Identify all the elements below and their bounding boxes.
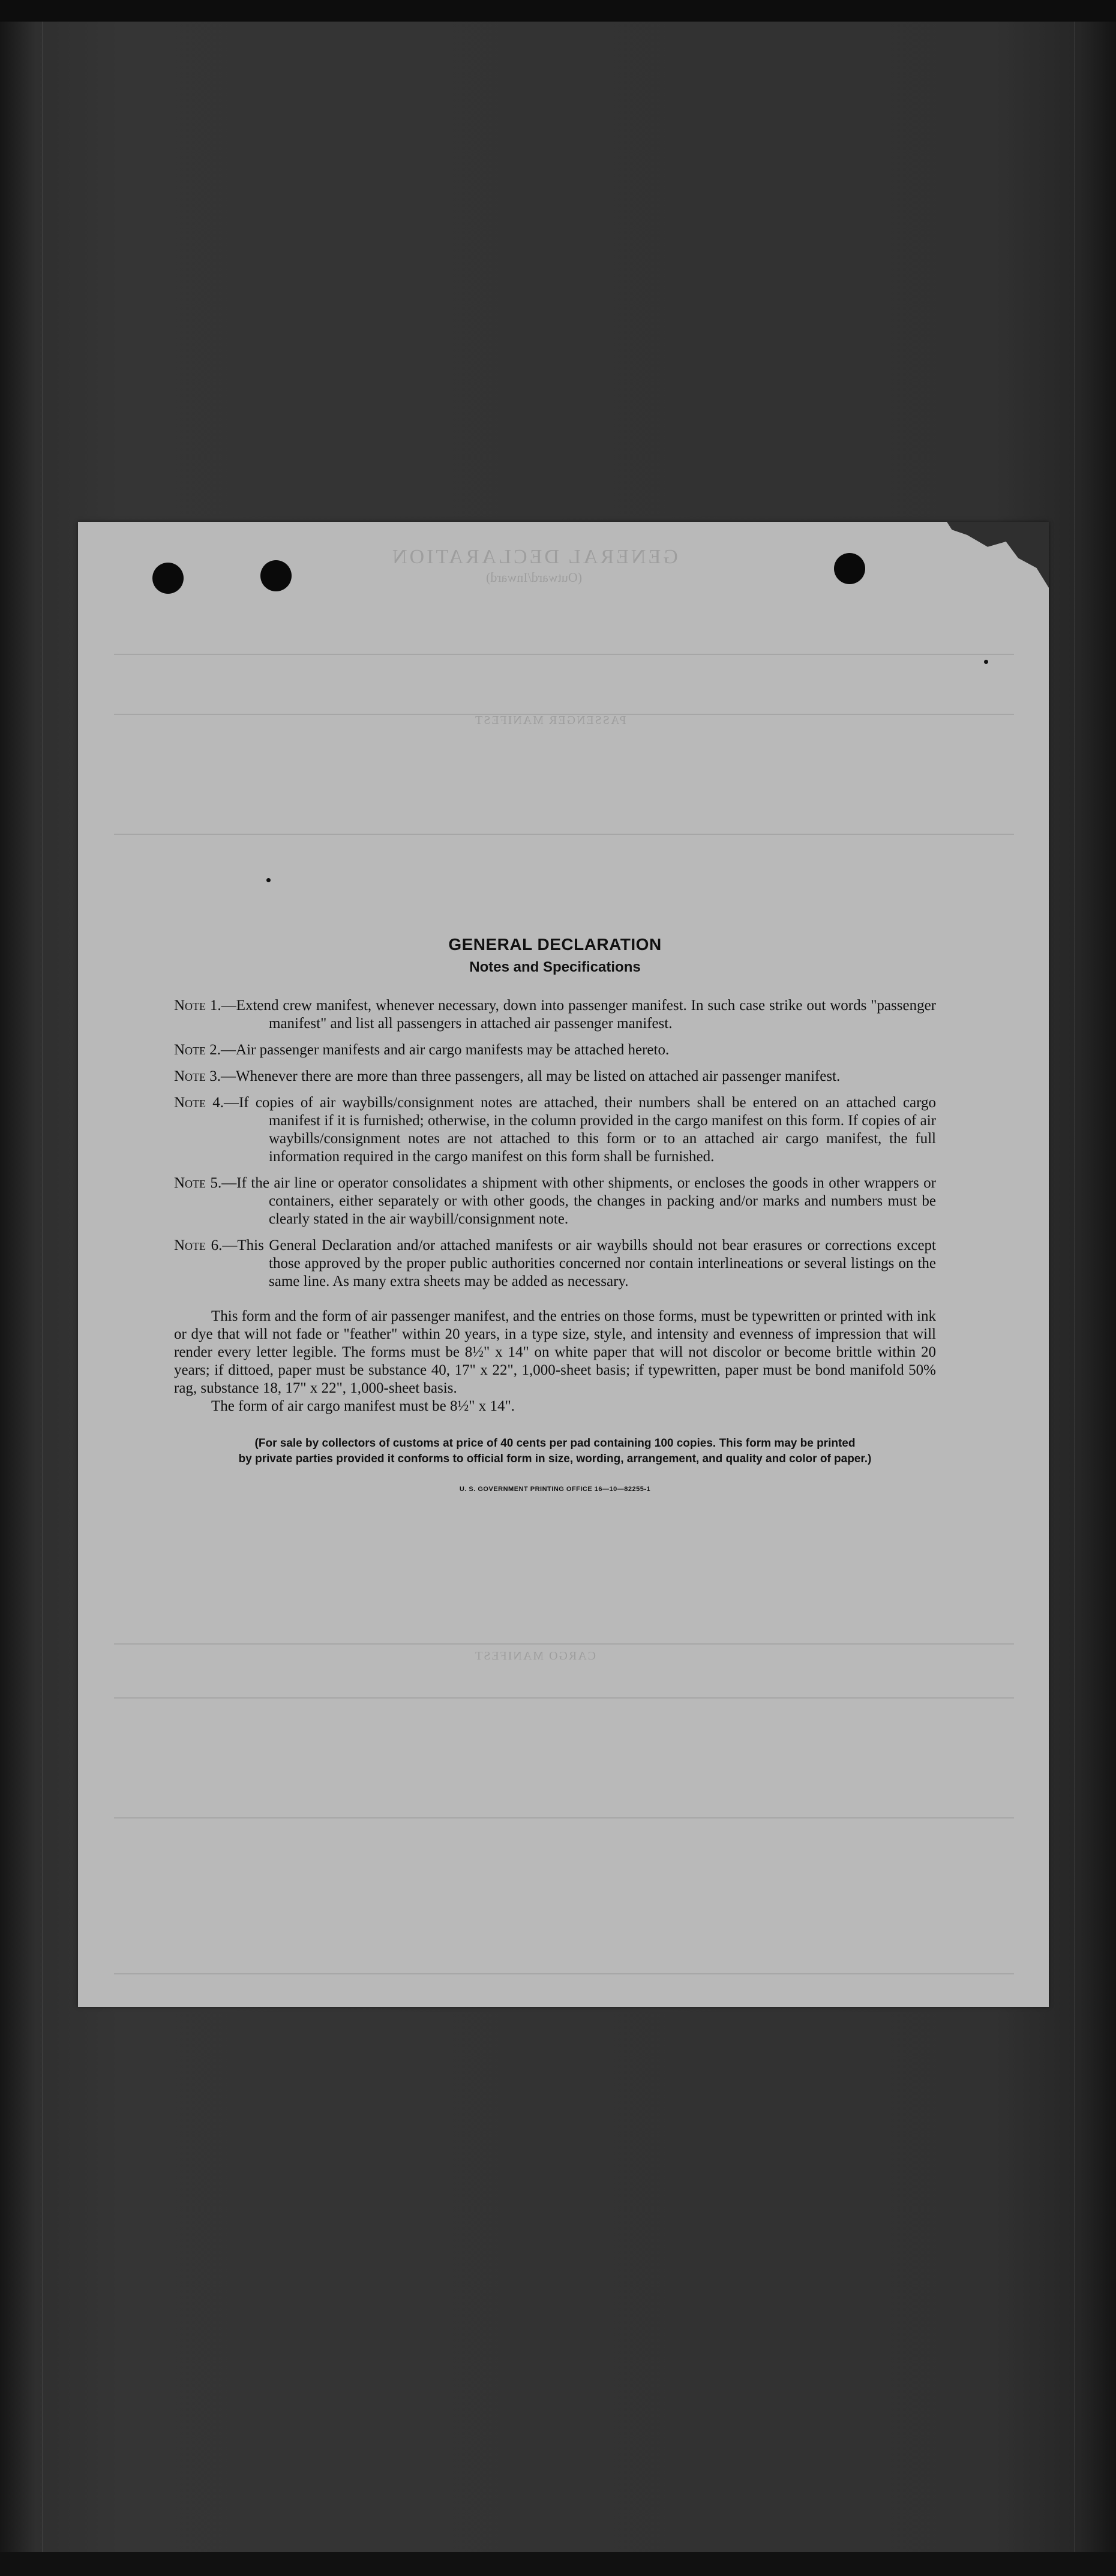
- scan-top-edge: [0, 0, 1116, 22]
- ink-speck: [984, 660, 988, 664]
- sale-notice-line: by private parties provided it conforms to official form in size, wording, arrangement, and quality and color of paper.): [238, 1453, 872, 1465]
- note-text: —Extend crew manifest, whenever necessary, down into passenger manifest. In such case strike out words "passenger manifest" and list all passengers in attached air passenger manifest.: [221, 997, 937, 1032]
- note-label: Note 2.: [174, 1042, 221, 1058]
- bleed-through-header: GENERAL DECLARATION: [390, 546, 678, 568]
- bleed-rule: [114, 1643, 1014, 1645]
- note-label: Note 6.: [174, 1237, 223, 1254]
- ink-speck: [266, 878, 271, 882]
- bleed-rule: [114, 654, 1014, 655]
- note-5: [174, 1174, 936, 1228]
- paper-specification-paragraph: This form and the form of air passenger manifest, and the entries on those forms, must be typewritten or printed with ink or dye that will not fade or "feather" within 20 years, in a type size, style, and intensity and evenness of impression that will render every letter legible. The forms must be 8½" x 14" on white paper that will not discolor or become brittle within 20 years; if dittoed, paper must be substance 40, 17" x 22", 1,000-sheet basis; if typewritten, paper must be bond manifold 50% rag, substance 18, 17" x 22", 1,000-sheet basis.: [174, 1308, 936, 1396]
- note-text: —If copies of air waybills/consignment notes are attached, their numbers shall be entered on an attached cargo manifest if it is furnished; otherwise, in the column provided in the cargo manifest on this form. If copies of air waybills/consignment notes are not attached to this form or to an attached air cargo manifest, the full information required in the cargo manifest on this form shall be furnished.: [223, 1095, 937, 1165]
- note-label: Note 1.: [174, 997, 221, 1014]
- note-6: [174, 1237, 936, 1291]
- bleed-rule: [114, 1973, 1014, 1974]
- page-title: GENERAL DECLARATION: [448, 935, 662, 954]
- note-label: Note 4.: [174, 1095, 224, 1111]
- punch-hole: [260, 560, 292, 591]
- note-3: [174, 1068, 936, 1086]
- note-1: [174, 997, 936, 1033]
- note-label: Note 5.: [174, 1175, 222, 1191]
- printing-office-imprint: U. S. GOVERNMENT PRINTING OFFICE 16—10—82255-1: [459, 1486, 651, 1493]
- note-text: —This General Declaration and/or attached manifests or air waybills should not bear erasures or corrections except those approved by the proper public authorities concerned nor contain interlineations or several listings on the same line. As many extra sheets may be added as necessary.: [222, 1237, 936, 1289]
- sale-notice: [174, 1436, 936, 1467]
- punch-hole: [152, 563, 184, 594]
- bleed-rule: [114, 714, 1014, 715]
- note-text: —Air passenger manifests and air cargo manifests may be attached hereto.: [221, 1042, 670, 1058]
- sale-notice-line: (For sale by collectors of customs at price of 40 cents per pad containing 100 copies. This form may be printed: [254, 1437, 856, 1450]
- note-text: —Whenever there are more than three passengers, all may be listed on attached air passenger manifest.: [221, 1068, 841, 1084]
- torn-corner: [947, 522, 1049, 588]
- scan-streak: [42, 22, 43, 2552]
- bleed-rule: [114, 1697, 1014, 1699]
- page-subtitle: Notes and Specifications: [469, 959, 641, 975]
- bleed-through-subheader: (Outward/Inward): [486, 570, 583, 585]
- note-4: [174, 1094, 936, 1166]
- note-text: —If the air line or operator consolidates a shipment with other shipments, or encloses the goods in other wrappers or containers, either separately or with other goods, the changes in packing and/or marks and numbers must be clearly stated in the air waybill/consignment note.: [221, 1175, 937, 1227]
- note-label: Note 3.: [174, 1068, 221, 1084]
- bleed-rule: [114, 1817, 1014, 1818]
- bleed-rule: [114, 834, 1014, 835]
- cargo-manifest-size-note: The form of air cargo manifest must be 8½" x 14".: [211, 1398, 515, 1414]
- notes-content: [174, 936, 936, 1498]
- bleed-through-passenger-manifest: PASSENGER MANIFEST: [474, 714, 626, 727]
- note-2: [174, 1041, 936, 1059]
- scan-bottom-edge: [0, 2552, 1116, 2576]
- bleed-through-cargo-manifest: CARGO MANIFEST: [474, 1649, 596, 1663]
- punch-hole: [834, 553, 865, 584]
- document-page: [78, 522, 1049, 2007]
- scan-streak: [1074, 22, 1075, 2552]
